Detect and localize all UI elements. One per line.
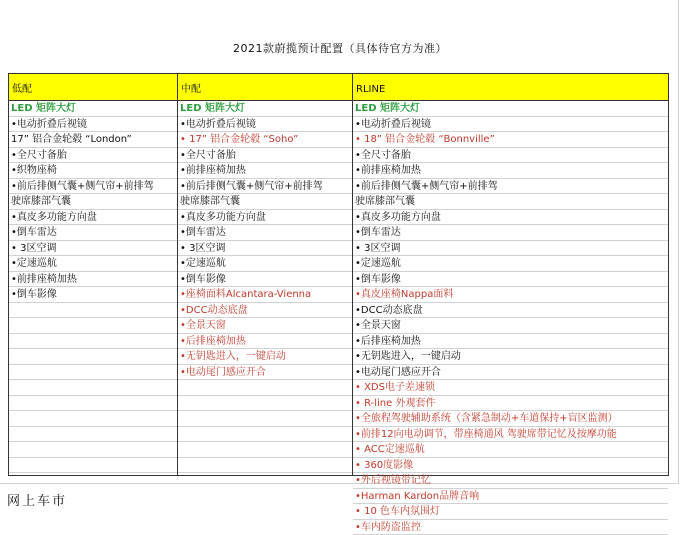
table-cell: •DCC动态底盘 bbox=[178, 303, 352, 319]
table-cell bbox=[178, 396, 352, 412]
table-cell bbox=[9, 380, 177, 396]
table-cell: •定速巡航 bbox=[9, 256, 177, 272]
table-cell bbox=[9, 396, 177, 412]
table-cell: •车内防盗监控 bbox=[353, 520, 668, 535]
table-cell bbox=[9, 427, 177, 443]
table-cell: •全景天窗 bbox=[178, 318, 352, 334]
table-cell: • ACC定速巡航 bbox=[353, 442, 668, 458]
source-caption: 网上车市 bbox=[7, 490, 67, 509]
table-cell: •真皮座椅Nappa面料 bbox=[353, 287, 668, 303]
table-cell: •全景天窗 bbox=[353, 318, 668, 334]
table-cell: • 360度影像 bbox=[353, 458, 668, 474]
table-cell: • R-line 外观套件 bbox=[353, 396, 668, 412]
table-cell bbox=[9, 349, 177, 365]
table-cell: •后排座椅加热 bbox=[178, 334, 352, 350]
column-cells bbox=[9, 101, 177, 473]
column-cells bbox=[178, 101, 352, 473]
table-cell: •倒车影像 bbox=[353, 272, 668, 288]
table-cell: • 3区空调 bbox=[353, 241, 668, 257]
table-cell: LED 矩阵大灯 bbox=[353, 101, 668, 117]
table-cell bbox=[9, 318, 177, 334]
table-cell: LED 矩阵大灯 bbox=[178, 101, 352, 117]
table-cell bbox=[9, 334, 177, 350]
table-cell bbox=[178, 380, 352, 396]
column-mid-trim bbox=[178, 74, 353, 475]
table-cell: •前排座椅加热 bbox=[9, 272, 177, 288]
column-low-trim bbox=[9, 74, 178, 475]
column-header: 低配 bbox=[9, 74, 177, 101]
table-cell: •真皮多功能方向盘 bbox=[178, 210, 352, 226]
table-cell: • 3区空调 bbox=[9, 241, 177, 257]
table-cell: •全尺寸备胎 bbox=[9, 148, 177, 164]
table-cell: •定速巡航 bbox=[178, 256, 352, 272]
table-cell: •电动折叠后视镜 bbox=[9, 117, 177, 133]
table-cell: 17” 铝合金轮毂 “London” bbox=[9, 132, 177, 148]
table-cell: •电动折叠后视镜 bbox=[178, 117, 352, 133]
table-cell: •外后视镜带记忆 bbox=[353, 473, 668, 489]
table-cell bbox=[9, 303, 177, 319]
column-header: 中配 bbox=[178, 74, 352, 101]
table-cell: •前排座椅加热 bbox=[353, 163, 668, 179]
table-cell: •织物座椅 bbox=[9, 163, 177, 179]
table-cell: • 3区空调 bbox=[178, 241, 352, 257]
table-cell: •全尺寸备胎 bbox=[178, 148, 352, 164]
table-cell: • 10 色车内氛围灯 bbox=[353, 504, 668, 520]
table-cell: • 18” 铝合金轮毂 “Bonnville” bbox=[353, 132, 668, 148]
table-cell: •倒车雷达 bbox=[353, 225, 668, 241]
table-cell: •真皮多功能方向盘 bbox=[353, 210, 668, 226]
table-cell: •无钥匙进入，一键启动 bbox=[353, 349, 668, 365]
table-cell: •前后排侧气囊+侧气帘+前排驾 bbox=[353, 179, 668, 195]
table-cell: •定速巡航 bbox=[353, 256, 668, 272]
table-cell: • 17” 铝合金轮毂 “Soho” bbox=[178, 132, 352, 148]
table-cell bbox=[9, 442, 177, 458]
table-cell: •前后排侧气囊+侧气帘+前排驾 bbox=[178, 179, 352, 195]
table-cell bbox=[178, 458, 352, 474]
table-cell: •电动尾门感应开合 bbox=[178, 365, 352, 381]
table-cell: 驶席膝部气囊 bbox=[178, 194, 352, 210]
table-cell: •真皮多功能方向盘 bbox=[9, 210, 177, 226]
table-cell: •后排座椅加热 bbox=[353, 334, 668, 350]
table-cell: •倒车雷达 bbox=[178, 225, 352, 241]
table-cell bbox=[9, 458, 177, 474]
table-cell: LED 矩阵大灯 bbox=[9, 101, 177, 117]
table-cell: •电动折叠后视镜 bbox=[353, 117, 668, 133]
column-rline-trim bbox=[353, 74, 668, 475]
table-cell bbox=[178, 427, 352, 443]
table-cell: •座椅面料Alcantara-Vienna bbox=[178, 287, 352, 303]
column-cells bbox=[353, 101, 668, 535]
table-cell bbox=[178, 442, 352, 458]
table-cell: •全尺寸备胎 bbox=[353, 148, 668, 164]
column-header: RLINE bbox=[353, 74, 668, 101]
table-cell: •倒车影像 bbox=[178, 272, 352, 288]
spec-table bbox=[8, 73, 669, 476]
page-title: 2021款蔚揽预计配置（具体待官方为准） bbox=[0, 40, 680, 56]
table-cell: •前排座椅加热 bbox=[178, 163, 352, 179]
table-cell: •电动尾门感应开合 bbox=[353, 365, 668, 381]
table-cell: 驶席膝部气囊 bbox=[353, 194, 668, 210]
table-cell bbox=[9, 411, 177, 427]
table-cell: •倒车影像 bbox=[9, 287, 177, 303]
table-cell: •倒车雷达 bbox=[9, 225, 177, 241]
table-cell: • XDS电子差速锁 bbox=[353, 380, 668, 396]
table-cell: •前排12向电动调节，带座椅通风 驾驶席带记忆及按摩功能 bbox=[353, 427, 668, 443]
table-cell: •无钥匙进入，一键启动 bbox=[178, 349, 352, 365]
table-cell: •DCC动态底盘 bbox=[353, 303, 668, 319]
table-cell: •前后排侧气囊+侧气帘+前排驾 bbox=[9, 179, 177, 195]
table-cell: 驶席膝部气囊 bbox=[9, 194, 177, 210]
table-cell bbox=[9, 365, 177, 381]
table-cell: •Harman Kardon品牌音响 bbox=[353, 489, 668, 505]
table-cell bbox=[178, 411, 352, 427]
table-cell: •全旅程驾驶辅助系统（含紧急制动+车道保持+盲区监测） bbox=[353, 411, 668, 427]
